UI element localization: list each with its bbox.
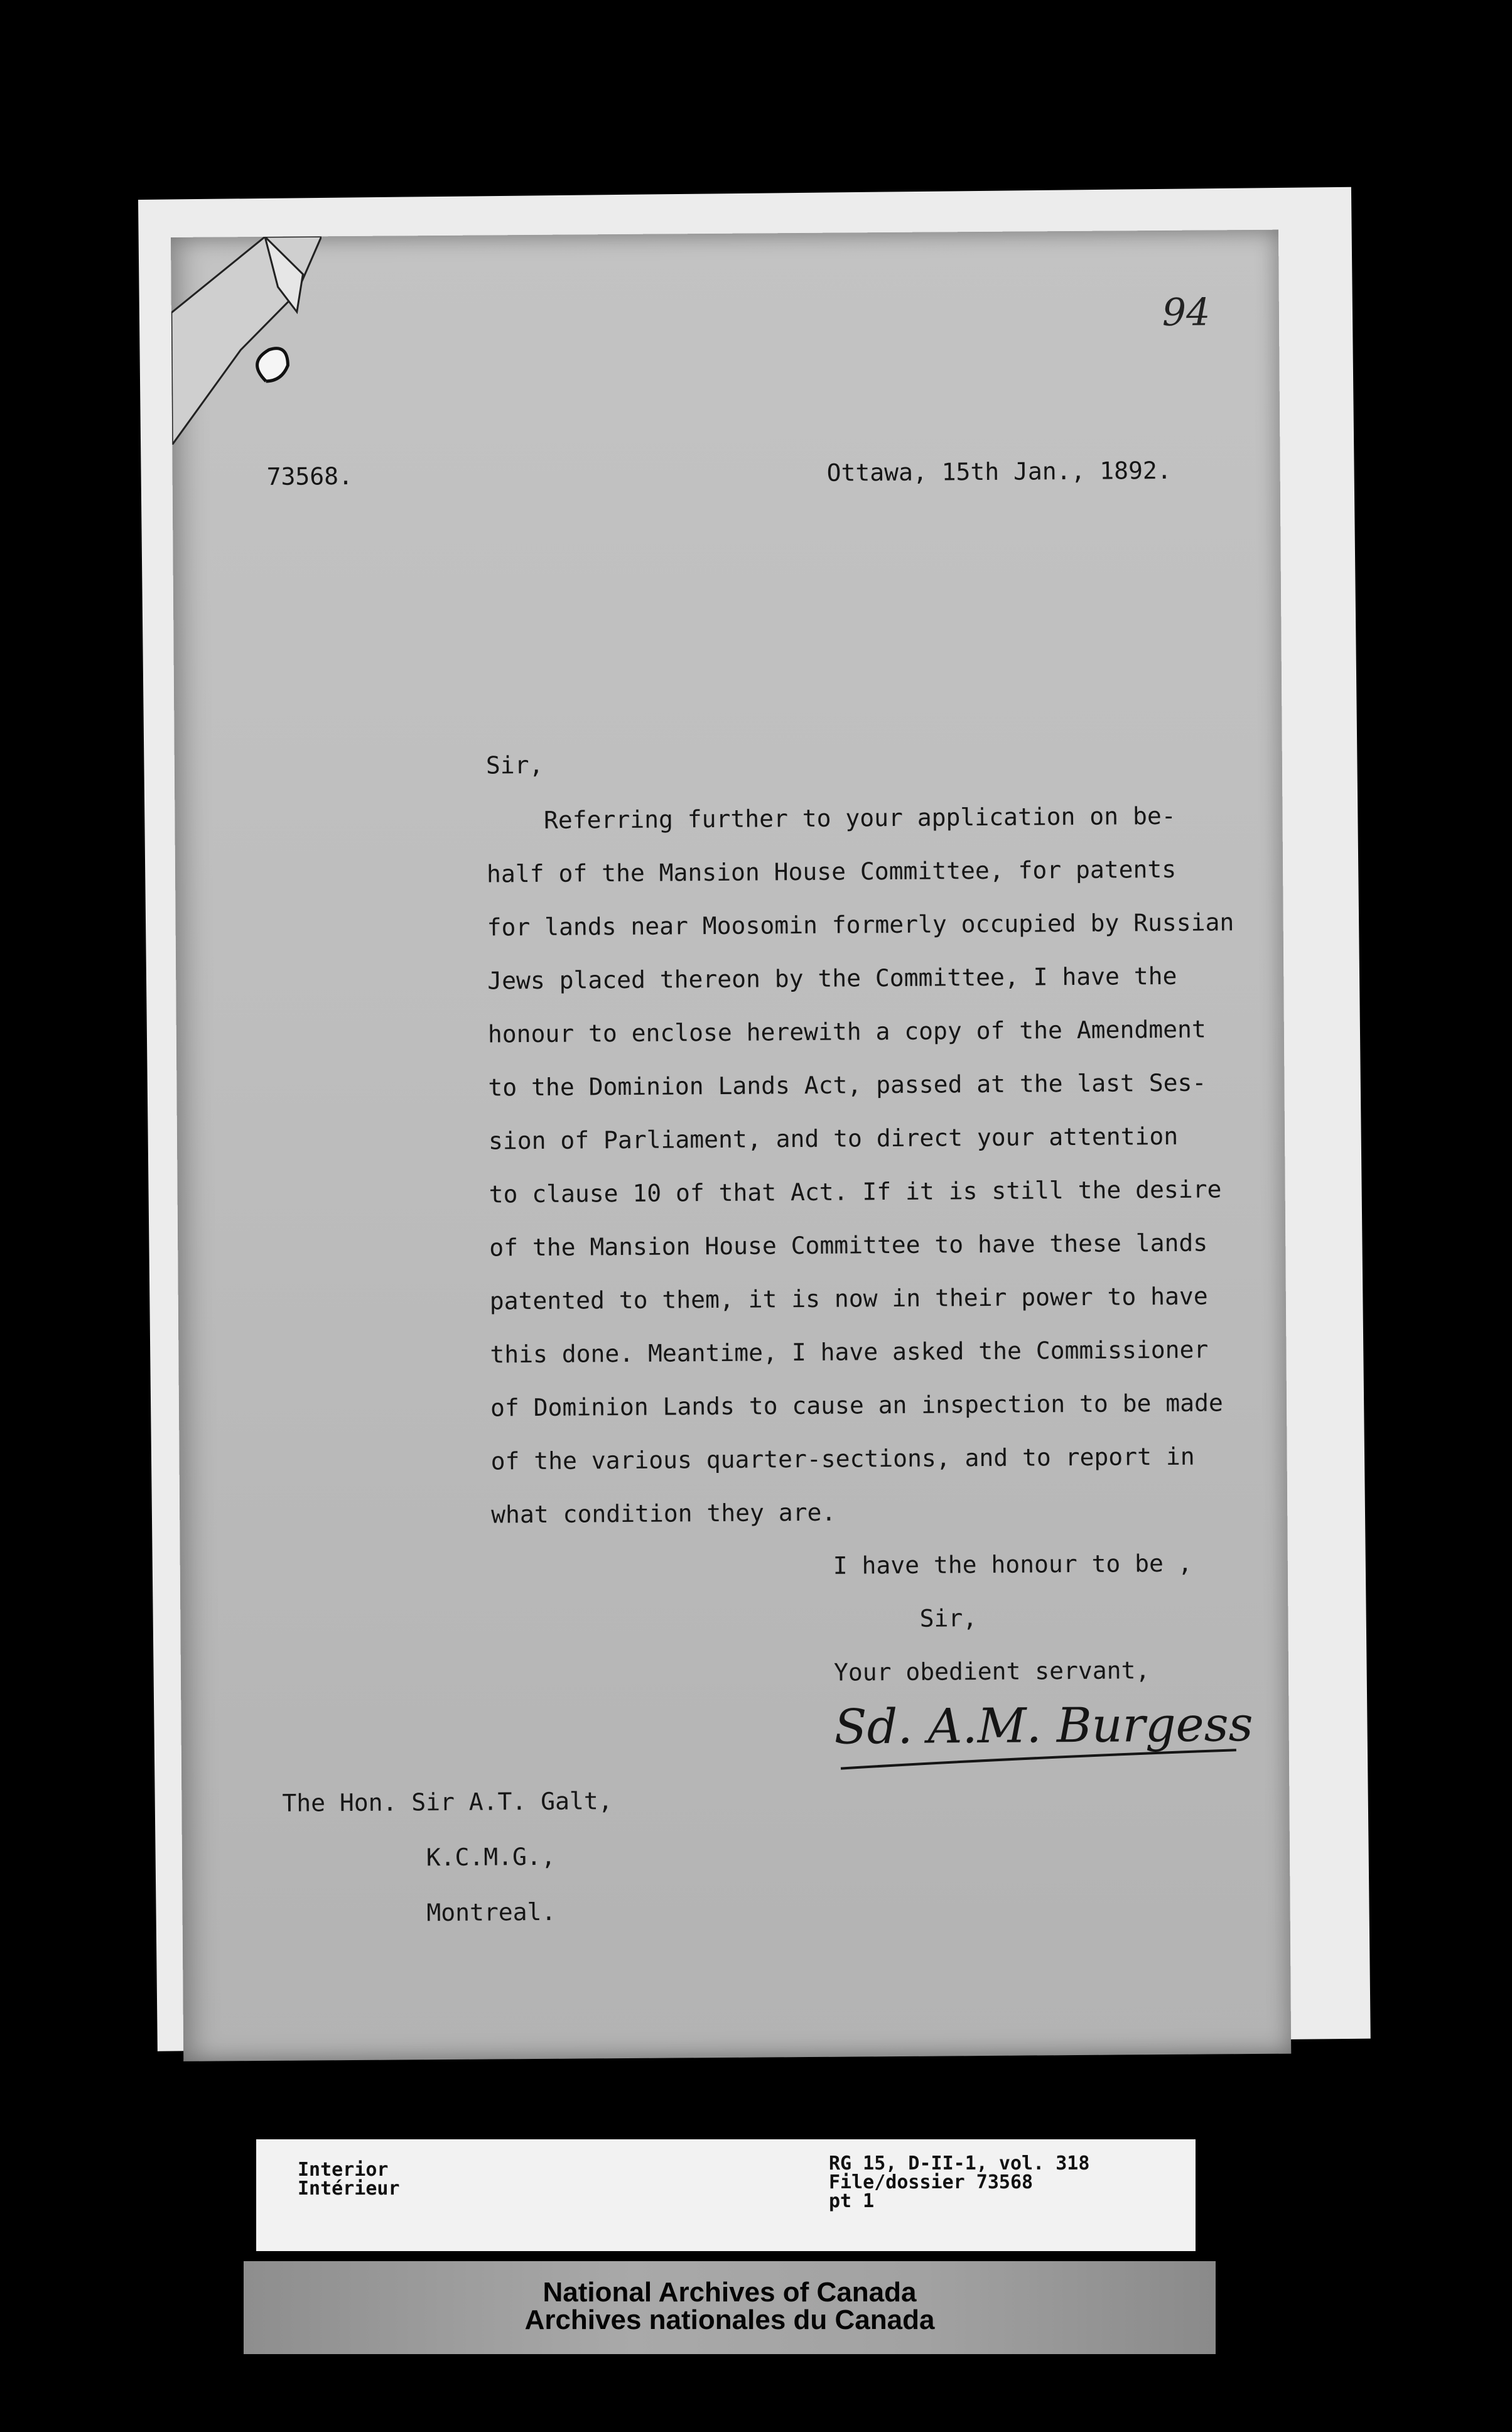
body-line: sion of Parliament, and to direct your attention [488,1122,1179,1155]
department-names [298,2161,400,2198]
record-group: RG 15, D-II-1, vol. 318 [829,2152,1090,2174]
body-line: Referring further to your application on be- [486,801,1176,835]
archive-reference-label [256,2139,1196,2251]
salutation: Sir, [485,751,544,779]
letter-page [171,230,1291,2061]
page-number: 94 [1162,290,1211,335]
address-line-1: The Hon. Sir A.T. Galt, [282,1787,613,1817]
body-line: Jews placed thereon by the Committee, I have the [487,962,1177,995]
signature-text: Sd. A.M. Burgess [834,1696,1253,1755]
recipient-address [282,1773,613,1941]
closing-line-3: Your obedient servant, [833,1656,1150,1686]
body-line: patented to them, it is now in their power to have [489,1282,1208,1315]
closing-line-2: Sir, [833,1604,978,1633]
dateline: Ottawa, 15th Jan., 1892. [826,456,1172,487]
body-line: what condition they are. [491,1498,836,1529]
file-number: File/dossier 73568 [829,2171,1034,2193]
body-line: of Dominion Lands to cause an inspection to be made [490,1389,1223,1422]
file-reference: 73568. [266,462,354,491]
closing-line-1: I have the honour to be , [833,1549,1192,1580]
banner-english: National Archives of Canada [543,2277,917,2308]
signature [828,1681,1255,1784]
body-line: honour to enclose herewith a copy of the Amendment [487,1015,1206,1048]
body-line: this done. Meantime, I have asked the Commissioner [490,1335,1209,1369]
letter-body [486,789,1270,1542]
body-line: to the Dominion Lands Act, passed at the last Ses- [488,1068,1207,1102]
body-line: half of the Mansion House Committee, for patents [486,855,1177,888]
address-line-3: Montreal. [283,1897,556,1928]
part-number: pt 1 [829,2190,875,2212]
archives-banner [244,2261,1216,2354]
address-line-2: K.C.M.G., [282,1842,556,1872]
department-french: Intérieur [298,2178,400,2200]
complimentary-close [833,1537,1193,1700]
department-english: Interior [298,2159,389,2181]
body-line: of the Mansion House Committee to have these lands [489,1229,1208,1262]
record-reference [829,2154,1089,2211]
banner-french: Archives nationales du Canada [524,2304,935,2335]
body-line: of the various quarter-sections, and to report in [490,1442,1195,1475]
body-line: to clause 10 of that Act. If it is still the desire [489,1175,1222,1208]
folded-corner-icon [171,236,323,445]
body-line: for lands near Moosomin formerly occupied by Russian [487,908,1234,942]
